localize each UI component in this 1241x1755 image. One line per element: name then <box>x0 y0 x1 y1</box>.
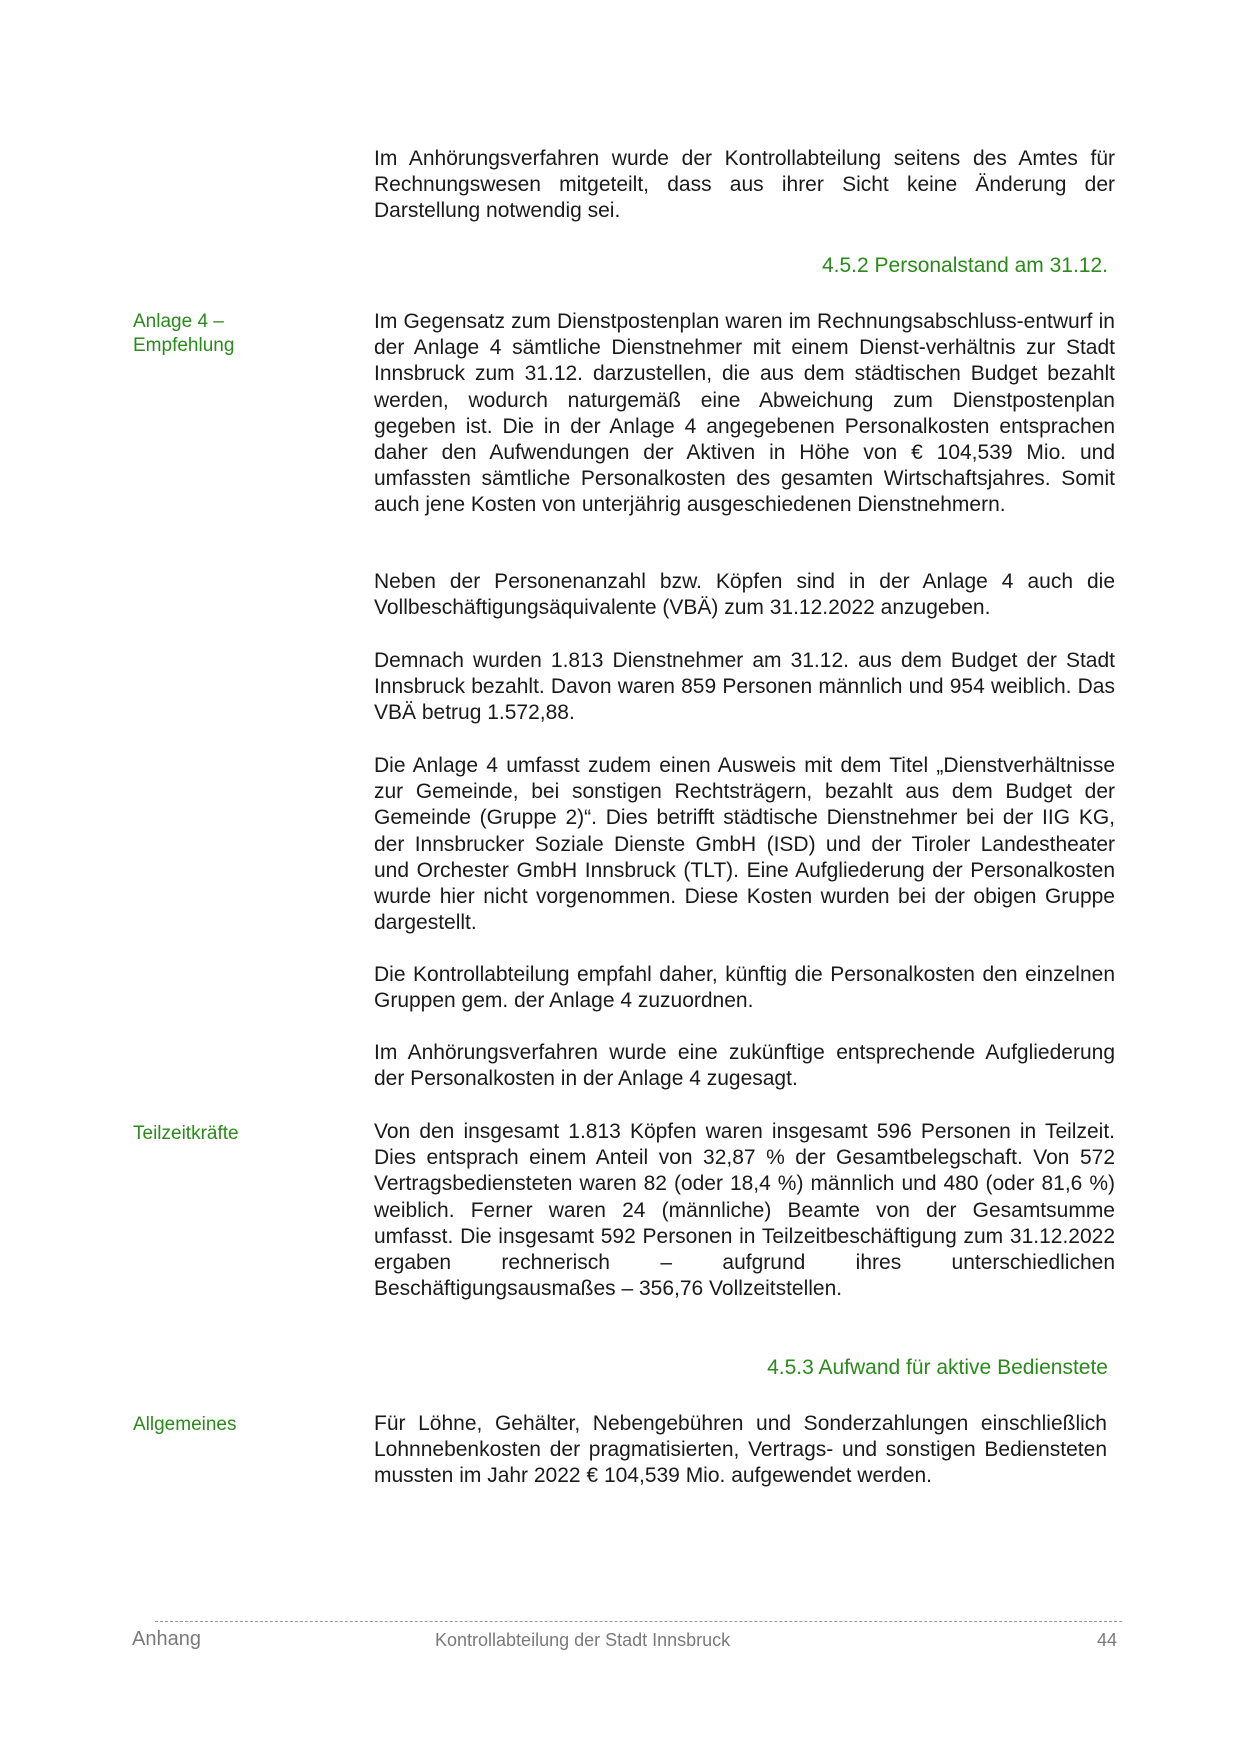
section-heading-personalstand: 4.5.2 Personalstand am 31.12. <box>821 254 1108 277</box>
sidenote-anlage4-empfehlung <box>133 310 343 358</box>
paragraph-teilzeit: Von den insgesamt 1.813 Köpfen waren insgesamt 596 Personen in Teilzeit. Dies entsprach einem Anteil von 32,87 % der Gesamtbelegschaft. Von 572 Vertragsbediensteten waren 82 (oder 18,4 %) männlich und 480 (oder 81,6 %) weiblich. Ferner waren 24 (männliche) Beamte von der Gesamtsumme umfasst. Die insgesamt 592 Personen in Teilzeitbeschäftigung zum 31.12.2022 ergaben rechnerisch – aufgrund ihres unterschiedlichen Beschäftigungsausmaßes – 356,76 Vollzeitstellen. <box>374 1120 1115 1301</box>
sidenote-teilzeitkraefte: Teilzeitkräfte <box>133 1123 239 1144</box>
paragraph-anlage4-ausweis: Die Anlage 4 umfasst zudem einen Ausweis mit dem Titel „Dienstverhältnisse zur Gemeinde, bei sonstigen Rechtsträgern, bezahlt aus dem Budget der Gemeinde (Gruppe 2)“. Dies betrifft städtische Dienstnehmer bei der IIG KG, der Innsbrucker Soziale Dienste GmbH (ISD) und der Tiroler Landestheater und Orchester GmbH Innsbruck (TLT). Eine Aufgliederung der Personalkosten wurde hier nicht vorgenommen. Diese Kosten wurden bei der obigen Gruppe dargestellt. <box>374 754 1115 935</box>
sidenote-line: Empfehlung <box>133 335 235 356</box>
section-heading-aufwand: 4.5.3 Aufwand für aktive Bedienstete <box>767 1356 1108 1379</box>
footer-organization: Kontrollabteilung der Stadt Innsbruck <box>435 1630 731 1650</box>
sidenote-allgemeines: Allgemeines <box>133 1414 237 1435</box>
paragraph-anhoerung-zusage: Im Anhörungsverfahren wurde eine zukünftige entsprechende Aufgliederung der Personalkosten in der Anlage 4 zugesagt. <box>374 1041 1115 1091</box>
paragraph-aufwand-loehne: Für Löhne, Gehälter, Nebengebühren und Sonderzahlungen einschließlich Lohnnebenkosten der pragmatisierten, Vertrags- und sonstigen Bediensteten mussten im Jahr 2022 € 104,539 Mio. aufgewendet werden. <box>374 1412 1107 1488</box>
paragraph-dienstpostenplan: Im Gegensatz zum Dienstpostenplan waren im Rechnungsabschluss-entwurf in der Anlage 4 sämtliche Dienstnehmer mit einem Dienst-verhältnis zur Stadt Innsbruck zum 31.12. darzustellen, die aus dem städtischen Budget bezahlt werden, wodurch naturgemäß eine Abweichung zum Dienstpostenplan gegeben ist. Die in der Anlage 4 angegebenen Personalkosten entsprachen daher den Aufwendungen der Aktiven in Höhe von € 104,539 Mio. und umfassten sämtliche Personalkosten des gesamten Wirtschaftsjahres. Somit auch jene Kosten von unterjährig ausgeschiedenen Dienstnehmern. <box>374 310 1115 517</box>
sidenote-line: Anlage 4 – <box>133 311 224 332</box>
paragraph-dienstnehmer-anzahl: Demnach wurden 1.813 Dienstnehmer am 31.12. aus dem Budget der Stadt Innsbruck bezahlt. Davon waren 859 Personen männlich und 954 weiblich. Das VBÄ betrug 1.572,88. <box>374 649 1115 725</box>
footer-section-label: Anhang <box>132 1628 201 1650</box>
footer-page-number: 44 <box>1096 1630 1117 1650</box>
paragraph-anhoerung-rechnungswesen: Im Anhörungsverfahren wurde der Kontrollabteilung seitens des Amtes für Rechnungswesen mitgeteilt, dass aus ihrer Sicht keine Änderung der Darstellung notwendig sei. <box>374 147 1115 223</box>
footer-divider <box>155 1621 1122 1622</box>
paragraph-vbae: Neben der Personenanzahl bzw. Köpfen sind in der Anlage 4 auch die Vollbeschäftigungsäquivalente (VBÄ) zum 31.12.2022 anzugeben. <box>374 570 1115 620</box>
paragraph-empfehlung: Die Kontrollabteilung empfahl daher, künftig die Personalkosten den einzelnen Gruppen gem. der Anlage 4 zuzuordnen. <box>374 963 1115 1013</box>
